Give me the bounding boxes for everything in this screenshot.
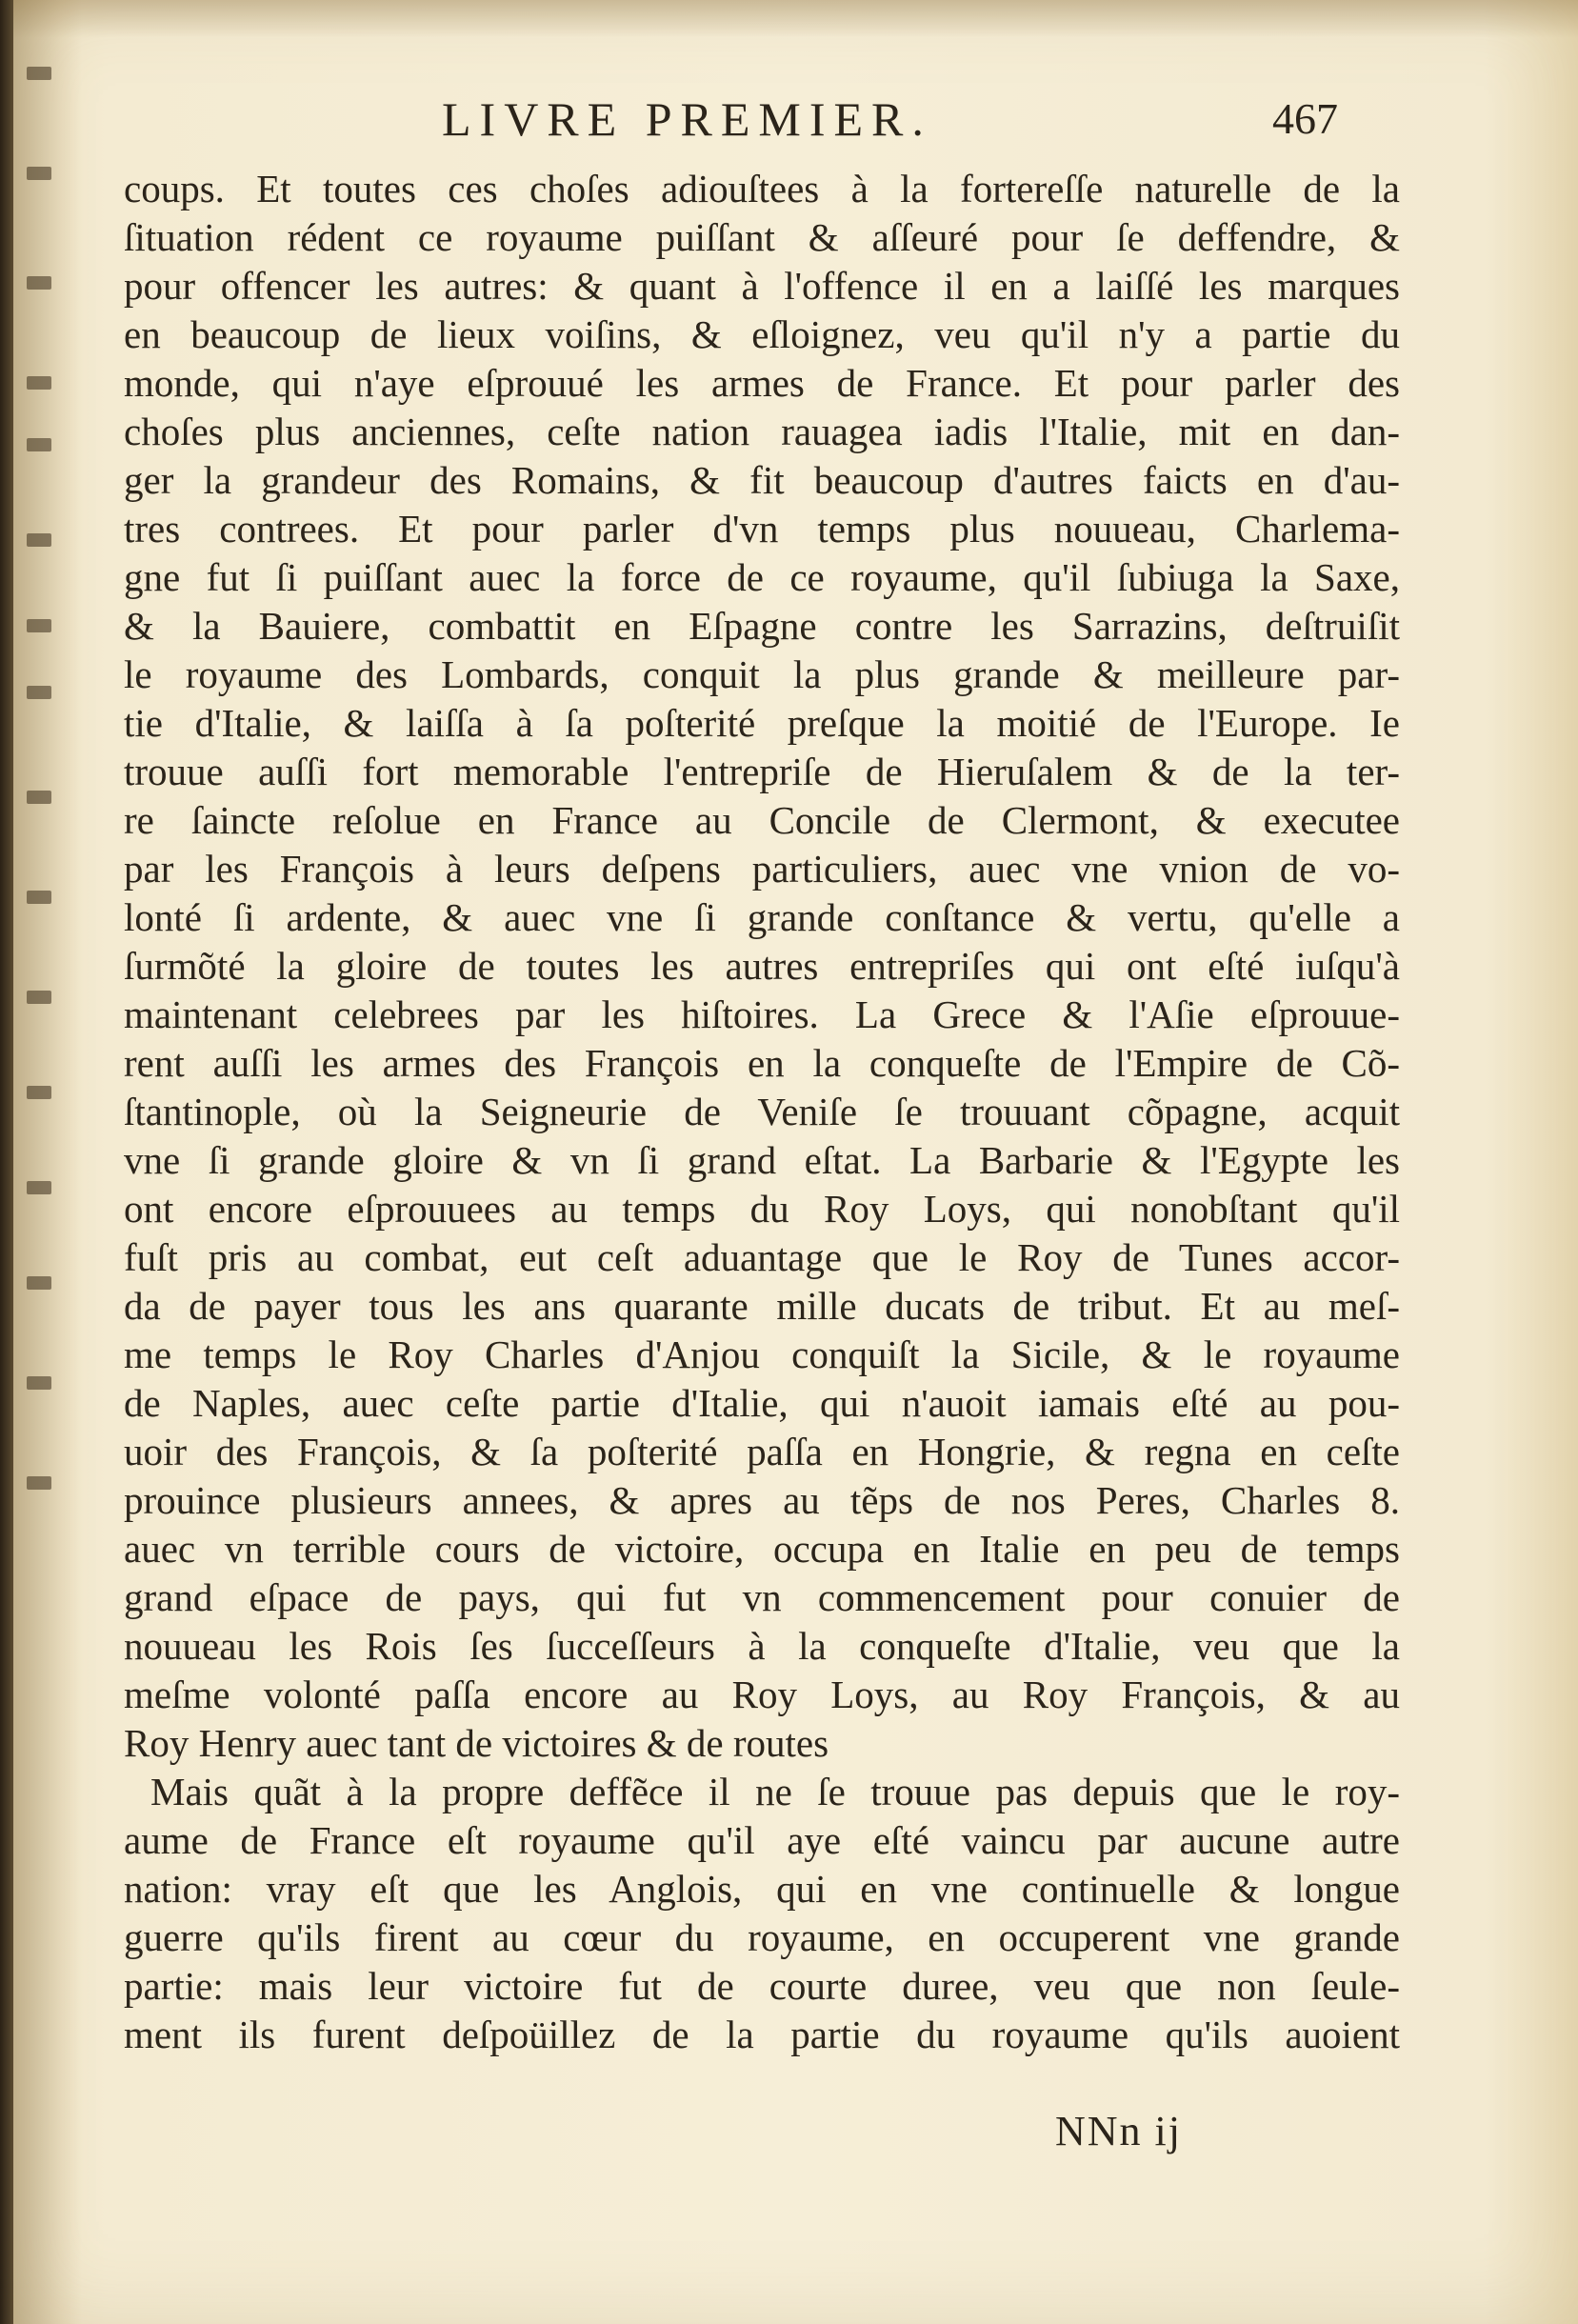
gutter-bleed-mark	[27, 533, 51, 547]
gutter-bleed-mark	[27, 686, 51, 699]
gutter-bleed-mark	[27, 376, 51, 390]
gutter-bleed-mark	[27, 167, 51, 180]
text-line: choſes plus anciennes, ceſte nation rauagea iadis l'Italie, mit en dan-	[124, 410, 1400, 453]
text-line: aume de France eſt royaume qu'il aye eſté vaincu par aucune autre	[124, 1818, 1400, 1862]
paragraph-start-line: Mais quãt à la propre deffẽce il ne ſe trouue pas depuis que le roy-	[150, 1770, 1400, 1813]
text-line: coups. Et toutes ces choſes adiouſtees à la forterеſſe naturelle de la	[124, 167, 1400, 210]
text-line: da de payer tous les ans quarante mille ducats de tribut. Et au meſ-	[124, 1284, 1400, 1328]
text-line: partie: mais leur victoire fut de courte duree, veu que non ſeule-	[124, 1964, 1400, 2008]
page-header	[13, 91, 1578, 149]
text-line: ger la grandeur des Romains, & fit beaucoup d'autres faicts en d'au-	[124, 458, 1400, 502]
text-line: tie d'Italie, & laiſſa à ſa poſterité preſque la moitié de l'Europe. Ie	[124, 701, 1400, 745]
book-page	[13, 0, 1578, 2324]
text-line: ſurmõté la gloire de toutes les autres entrepriſes qui ont eſté iuſqu'à	[124, 944, 1400, 988]
gutter-bleed-mark	[27, 1476, 51, 1490]
text-line: ſituation rédent ce royaume puiſſant & aſſeuré pour ſe deffendre, &	[124, 215, 1400, 259]
text-line: uoir des François, & ſa poſterité paſſa en Hongrie, & regna en ceſte	[124, 1430, 1400, 1473]
gutter-bleed-mark	[27, 1376, 51, 1390]
page-gutter	[13, 0, 82, 2324]
text-line: ont encore eſprouuees au temps du Roy Loys, qui nonobſtant qu'il	[124, 1187, 1400, 1231]
text-line: de Naples, auec ceſte partie d'Italie, qui n'auoit iamais eſté au pou-	[124, 1381, 1400, 1425]
page-number: 467	[1272, 94, 1338, 143]
signature-mark: NNn ij	[1055, 2108, 1182, 2154]
text-line: me temps le Roy Charles d'Anjou conquiſt la Sicile, & le royaume	[124, 1332, 1400, 1376]
text-line: le royaume des Lombards, conquit la plus grande & meilleure par-	[124, 652, 1400, 696]
gutter-bleed-mark	[27, 1181, 51, 1194]
text-line: & la Bauiere, combattit en Eſpagne contre les Sarrazins, deſtruiſit	[124, 604, 1400, 648]
text-line: tres contrees. Et pour parler d'vn temps plus nouueau, Charlema-	[124, 507, 1400, 551]
text-line: grand eſpace de pays, qui fut vn commencement pour conuier de	[124, 1575, 1400, 1619]
text-line: ment ils furent deſpoüillez de la partie du royaume qu'ils auoient	[124, 2013, 1400, 2056]
text-line: maintenant celebrees par les hiſtoires. La Grece & l'Aſie eſprouue-	[124, 992, 1400, 1036]
text-line: re ſaincte reſolue en France au Concile de Clermont, & executee	[124, 798, 1400, 842]
text-line: rent auſſi les armes des François en la conqueſte de l'Empire de Cõ-	[124, 1041, 1400, 1085]
text-line: Roy Henry auec tant de victoires & de routes	[124, 1721, 829, 1765]
text-line: trouue auſſi fort memorable l'entrepriſe de Hieruſalem & de la ter-	[124, 750, 1400, 793]
text-line: par les François à leurs deſpens particuliers, auec vne vnion de vo-	[124, 847, 1400, 891]
gutter-bleed-mark	[27, 438, 51, 451]
gutter-bleed-mark	[27, 67, 51, 80]
gutter-bleed-mark	[27, 891, 51, 904]
gutter-bleed-mark	[27, 619, 51, 632]
text-line: ſtantinople, où la Seigneurie de Veniſe ſe trouuant cõpagne, acquit	[124, 1090, 1400, 1133]
text-line: meſme volonté paſſa encore au Roy Loys, au Roy François, & au	[124, 1673, 1400, 1716]
text-line: auec vn terrible cours de victoire, occupa en Italie en peu de temps	[124, 1527, 1400, 1571]
text-line: en beaucoup de lieux voiſins, & eſloignez, veu qu'il n'y a partie du	[124, 312, 1400, 356]
text-line: monde, qui n'aye eſprouué les armes de France. Et pour parler des	[124, 361, 1400, 405]
text-line: gne fut ſi puiſſant auec la force de ce royaume, qu'il ſubiuga la Saxe,	[124, 555, 1400, 599]
gutter-bleed-mark	[27, 276, 51, 290]
text-line: pour offencer les autres: & quant à l'offence il en a laiſſé les marques	[124, 264, 1400, 308]
text-line: fuſt pris au combat, eut ceſt aduantage que le Roy de Tunes accor-	[124, 1235, 1400, 1279]
gutter-bleed-mark	[27, 791, 51, 804]
running-title: LIVRE PREMIER.	[442, 92, 932, 146]
text-line: lonté ſi ardente, & auec vne ſi grande conſtance & vertu, qu'elle a	[124, 895, 1400, 939]
scan-edge	[0, 0, 13, 2324]
text-line: guerre qu'ils firent au cœur du royaume, en occuperent vne grande	[124, 1915, 1400, 1959]
gutter-bleed-mark	[27, 1276, 51, 1290]
text-line: prouince plusieurs annees, & apres au tẽps de nos Peres, Charles 8.	[124, 1478, 1400, 1522]
text-line: vne ſi grande gloire & vn ſi grand eſtat. La Barbarie & l'Egypte les	[124, 1138, 1400, 1182]
text-line: nation: vray eſt que les Anglois, qui en vne continuelle & longue	[124, 1867, 1400, 1911]
gutter-bleed-mark	[27, 1086, 51, 1099]
body-text	[124, 164, 1400, 2088]
gutter-bleed-mark	[27, 991, 51, 1004]
top-stain	[13, 0, 1578, 38]
text-line: nouueau les Rois ſes ſucceſſeurs à la conqueſte d'Italie, veu que la	[124, 1624, 1400, 1668]
